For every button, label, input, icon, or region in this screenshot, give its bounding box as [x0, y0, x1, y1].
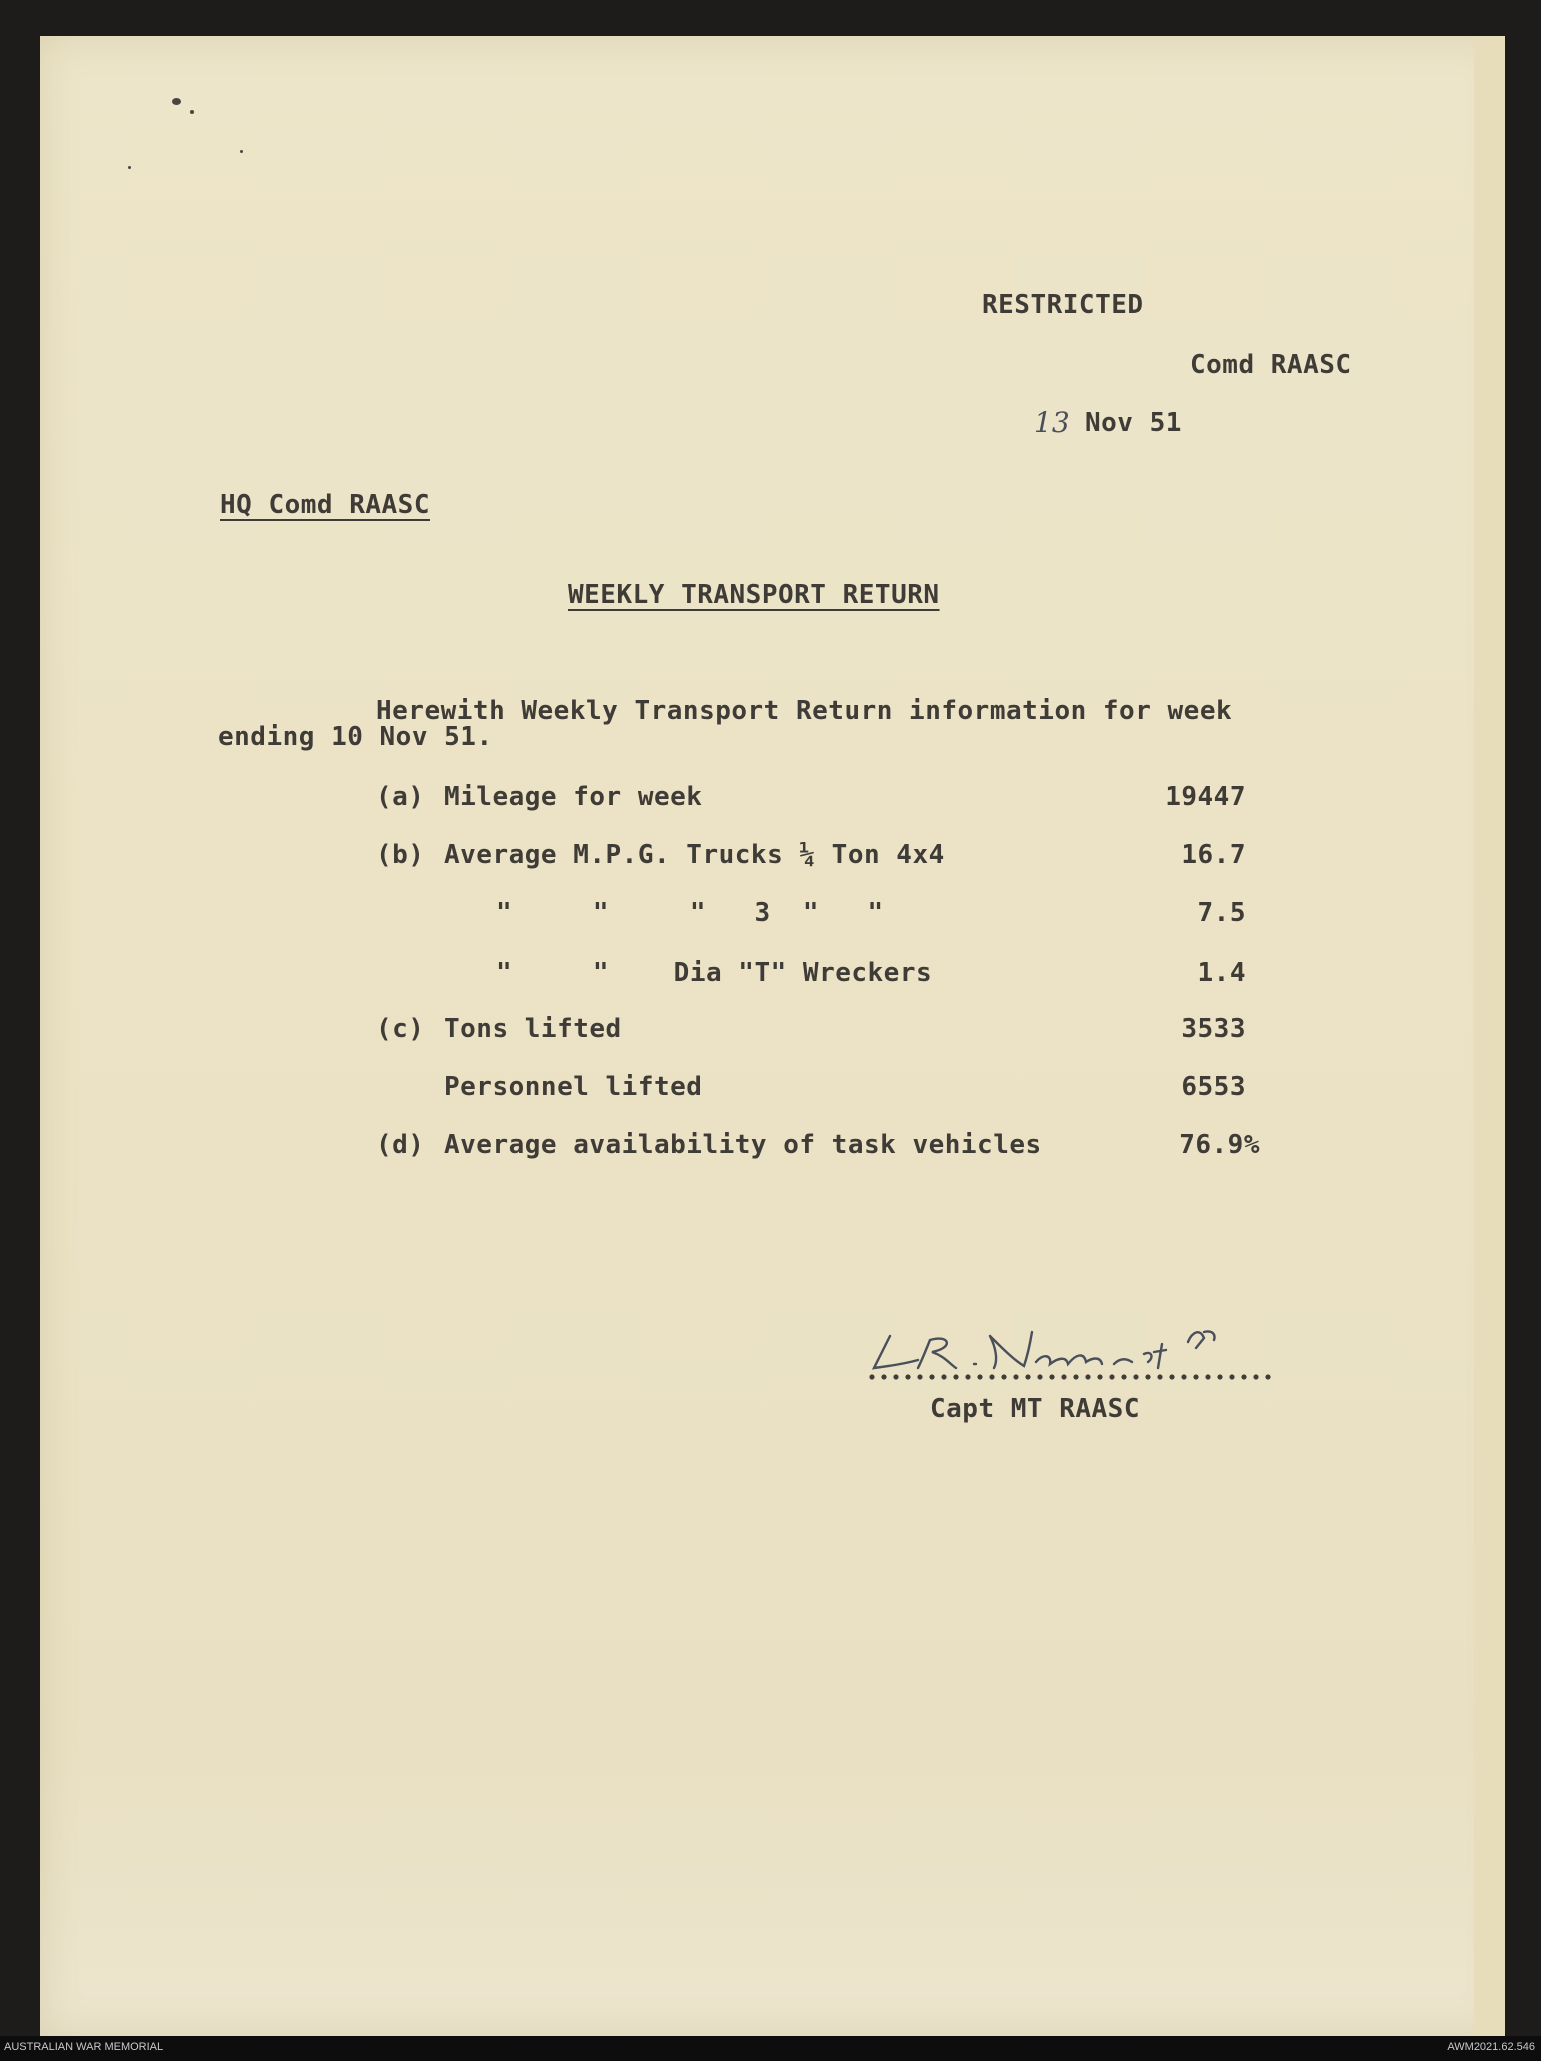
- ink-speck: [128, 166, 131, 169]
- paper-edge: [1474, 36, 1505, 2036]
- item-key: (b): [376, 840, 425, 870]
- item-label: Mileage for week: [444, 782, 703, 812]
- item-value: 6553: [1181, 1072, 1246, 1102]
- item-key: (a): [376, 782, 425, 812]
- item-label: Tons lifted: [444, 1014, 622, 1044]
- ink-speck: [172, 98, 181, 105]
- sender: Comd RAASC: [1190, 350, 1352, 380]
- document-title: WEEKLY TRANSPORT RETURN: [568, 580, 940, 610]
- item-label: Personnel lifted: [444, 1072, 703, 1102]
- item-value: 1.4: [1197, 958, 1246, 988]
- signatory-title: Capt MT RAASC: [930, 1394, 1140, 1424]
- item-value: 76.9%: [1179, 1130, 1260, 1160]
- item-key: (d): [376, 1130, 425, 1160]
- item-key: (c): [376, 1014, 425, 1044]
- ink-speck: [240, 150, 243, 153]
- signature: [870, 1318, 1260, 1380]
- classification-marking: RESTRICTED: [982, 290, 1144, 320]
- intro-line-2: ending 10 Nov 51.: [218, 722, 493, 752]
- item-label: " " " 3 " ": [496, 898, 884, 928]
- item-value: 3533: [1181, 1014, 1246, 1044]
- ink-speck: [190, 110, 194, 114]
- date-handwritten: 13: [1034, 406, 1070, 439]
- item-value: 19447: [1165, 782, 1246, 812]
- item-label: Average M.P.G. Trucks ¼ Ton 4x4: [444, 840, 945, 870]
- addressee: HQ Comd RAASC: [220, 490, 430, 520]
- item-value: 16.7: [1181, 840, 1246, 870]
- archive-footer: [0, 2036, 1541, 2061]
- archive-reference: AWM2021.62.546: [1447, 2041, 1535, 2053]
- item-label: " " Dia "T" Wreckers: [496, 958, 933, 988]
- intro-line-1: Herewith Weekly Transport Return information for week: [376, 696, 1233, 726]
- signature-dotted-line: [866, 1374, 1276, 1380]
- archive-credit: AUSTRALIAN WAR MEMORIAL: [4, 2041, 164, 2053]
- date-typed: Nov 51: [1085, 408, 1182, 438]
- paper-sheet: [40, 36, 1505, 2036]
- item-value: 7.5: [1197, 898, 1246, 928]
- item-label: Average availability of task vehicles: [444, 1130, 1042, 1160]
